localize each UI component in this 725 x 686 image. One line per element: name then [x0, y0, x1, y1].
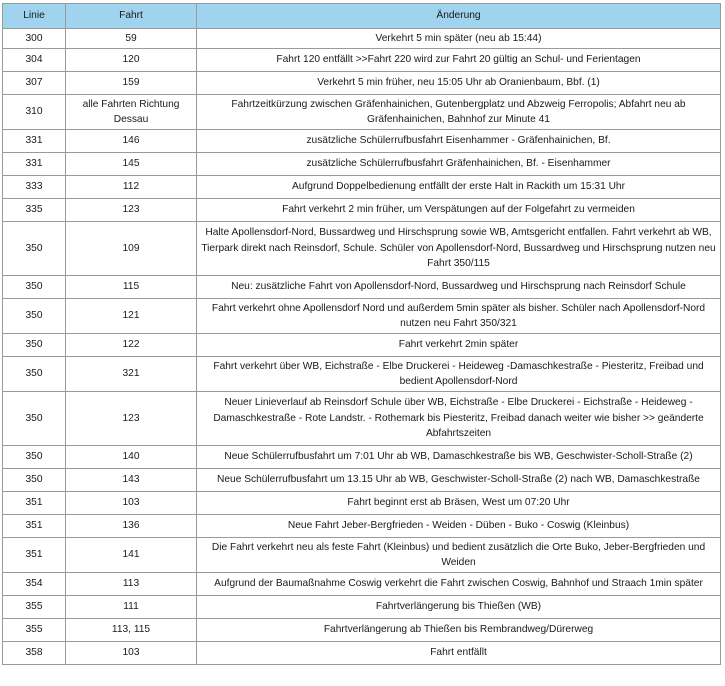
- cell-fahrt: 141: [66, 538, 197, 573]
- cell-aenderung: Fahrt verkehrt ohne Apollensdorf Nord und außerdem 5min später als bisher. Schüler nach Apollensdorf-Nord nutzen neu Fahrt 350/321: [197, 299, 721, 334]
- table-row: [3, 130, 721, 153]
- table-row: [3, 642, 721, 665]
- cell-linie: 354: [3, 573, 66, 596]
- cell-fahrt: 140: [66, 446, 197, 469]
- table-row: [3, 446, 721, 469]
- cell-fahrt: 113, 115: [66, 619, 197, 642]
- cell-linie: 333: [3, 176, 66, 199]
- cell-fahrt: 103: [66, 492, 197, 515]
- cell-linie: 350: [3, 334, 66, 357]
- cell-linie: 350: [3, 222, 66, 276]
- header-fahrt: Fahrt: [66, 4, 197, 29]
- table-row: [3, 515, 721, 538]
- table-row: [3, 29, 721, 49]
- cell-linie: 350: [3, 276, 66, 299]
- cell-linie: 350: [3, 299, 66, 334]
- table-row: [3, 392, 721, 446]
- cell-linie: 307: [3, 72, 66, 95]
- cell-aenderung: Aufgrund Doppelbedienung entfällt der erste Halt in Rackith um 15:31 Uhr: [197, 176, 721, 199]
- cell-aenderung: Neue Fahrt Jeber-Bergfrieden - Weiden - Düben - Buko - Coswig (Kleinbus): [197, 515, 721, 538]
- cell-linie: 351: [3, 538, 66, 573]
- cell-fahrt: 121: [66, 299, 197, 334]
- cell-aenderung: Aufgrund der Baumaßnahme Coswig verkehrt die Fahrt zwischen Coswig, Bahnhof und Straach 1min später: [197, 573, 721, 596]
- cell-fahrt: 123: [66, 199, 197, 222]
- cell-fahrt: 120: [66, 49, 197, 72]
- cell-aenderung: Fahrt verkehrt 2min später: [197, 334, 721, 357]
- cell-aenderung: Fahrt beginnt erst ab Bräsen, West um 07:20 Uhr: [197, 492, 721, 515]
- cell-fahrt: 109: [66, 222, 197, 276]
- table-row: [3, 469, 721, 492]
- cell-fahrt: 159: [66, 72, 197, 95]
- cell-aenderung: Neuer Linieverlauf ab Reinsdorf Schule über WB, Eichstraße - Elbe Druckerei - Eichstraße - Heideweg - Damaschkestraße - Rote Landstr. - Rothemark bis Piesteritz, Freibad danach weiter wie bisher >> geänderte Abfahrtszeiten: [197, 392, 721, 446]
- cell-aenderung: Verkehrt 5 min früher, neu 15:05 Uhr ab Oranienbaum, Bbf. (1): [197, 72, 721, 95]
- cell-linie: 355: [3, 619, 66, 642]
- cell-fahrt: 113: [66, 573, 197, 596]
- table-row: [3, 222, 721, 276]
- cell-aenderung: Halte Apollensdorf-Nord, Bussardweg und Hirschsprung sowie WB, Amtsgericht entfallen. Fahrt verkehrt ab WB, Tierpark direkt nach Reinsdorf, Schule. Schüler von Apollensdorf-Nord, Bussardweg und Hirschsprung nutzen neu Fahrt 350/115: [197, 222, 721, 276]
- table-row: [3, 299, 721, 334]
- header-aenderung: Änderung: [197, 4, 721, 29]
- cell-aenderung: Fahrtverlängerung bis Thießen (WB): [197, 596, 721, 619]
- cell-linie: 350: [3, 469, 66, 492]
- header-row: [3, 4, 721, 29]
- cell-linie: 355: [3, 596, 66, 619]
- table-row: [3, 176, 721, 199]
- table-row: [3, 153, 721, 176]
- cell-aenderung: Neue Schülerrufbusfahrt um 13.15 Uhr ab WB, Geschwister-Scholl-Straße (2) nach WB, Damaschkestraße: [197, 469, 721, 492]
- table-header: [3, 4, 721, 29]
- cell-fahrt: 143: [66, 469, 197, 492]
- table-body: [3, 29, 721, 665]
- cell-linie: 310: [3, 95, 66, 130]
- cell-aenderung: Fahrtverlängerung ab Thießen bis Rembrandweg/Dürerweg: [197, 619, 721, 642]
- cell-linie: 335: [3, 199, 66, 222]
- cell-fahrt: alle Fahrten Richtung Dessau: [66, 95, 197, 130]
- table-row: [3, 95, 721, 130]
- cell-linie: 331: [3, 130, 66, 153]
- table-row: [3, 276, 721, 299]
- cell-fahrt: 112: [66, 176, 197, 199]
- cell-aenderung: zusätzliche Schülerrufbusfahrt Eisenhammer - Gräfenhainichen, Bf.: [197, 130, 721, 153]
- cell-fahrt: 146: [66, 130, 197, 153]
- cell-linie: 350: [3, 446, 66, 469]
- cell-linie: 350: [3, 392, 66, 446]
- table-row: [3, 357, 721, 392]
- cell-aenderung: zusätzliche Schülerrufbusfahrt Gräfenhainichen, Bf. - Eisenhammer: [197, 153, 721, 176]
- table-row: [3, 199, 721, 222]
- cell-linie: 351: [3, 515, 66, 538]
- table-row: [3, 334, 721, 357]
- cell-fahrt: 321: [66, 357, 197, 392]
- changes-table: [2, 3, 721, 665]
- cell-aenderung: Fahrt 120 entfällt >>Fahrt 220 wird zur Fahrt 20 gültig an Schul- und Ferientagen: [197, 49, 721, 72]
- cell-linie: 358: [3, 642, 66, 665]
- table-row: [3, 49, 721, 72]
- cell-fahrt: 123: [66, 392, 197, 446]
- cell-aenderung: Die Fahrt verkehrt neu als feste Fahrt (Kleinbus) und bedient zusätzlich die Orte Buko, Jeber-Bergfrieden und Weiden: [197, 538, 721, 573]
- cell-aenderung: Fahrt entfällt: [197, 642, 721, 665]
- cell-fahrt: 111: [66, 596, 197, 619]
- table-row: [3, 72, 721, 95]
- cell-linie: 300: [3, 29, 66, 49]
- cell-linie: 304: [3, 49, 66, 72]
- header-linie: Linie: [3, 4, 66, 29]
- cell-fahrt: 103: [66, 642, 197, 665]
- cell-linie: 350: [3, 357, 66, 392]
- table-row: [3, 492, 721, 515]
- cell-fahrt: 59: [66, 29, 197, 49]
- cell-linie: 331: [3, 153, 66, 176]
- cell-aenderung: Fahrt verkehrt über WB, Eichstraße - Elbe Druckerei - Heideweg -Damaschkestraße - Piesteritz, Freibad und bedient Apollensdorf-Nord: [197, 357, 721, 392]
- table-row: [3, 619, 721, 642]
- cell-fahrt: 115: [66, 276, 197, 299]
- cell-aenderung: Neue Schülerrufbusfahrt um 7:01 Uhr ab WB, Damaschkestraße bis WB, Geschwister-Scholl-Straße (2): [197, 446, 721, 469]
- cell-aenderung: Fahrt verkehrt 2 min früher, um Verspätungen auf der Folgefahrt zu vermeiden: [197, 199, 721, 222]
- cell-aenderung: Verkehrt 5 min später (neu ab 15:44): [197, 29, 721, 49]
- table-row: [3, 538, 721, 573]
- table-row: [3, 596, 721, 619]
- cell-fahrt: 145: [66, 153, 197, 176]
- table-row: [3, 573, 721, 596]
- cell-linie: 351: [3, 492, 66, 515]
- cell-fahrt: 136: [66, 515, 197, 538]
- cell-aenderung: Neu: zusätzliche Fahrt von Apollensdorf-Nord, Bussardweg und Hirschsprung nach Reinsdorf Schule: [197, 276, 721, 299]
- cell-fahrt: 122: [66, 334, 197, 357]
- cell-aenderung: Fahrtzeitkürzung zwischen Gräfenhainichen, Gutenbergplatz und Abzweig Ferropolis; Abfahrt neu ab Gräfenhainichen, Bahnhof zur Minute 41: [197, 95, 721, 130]
